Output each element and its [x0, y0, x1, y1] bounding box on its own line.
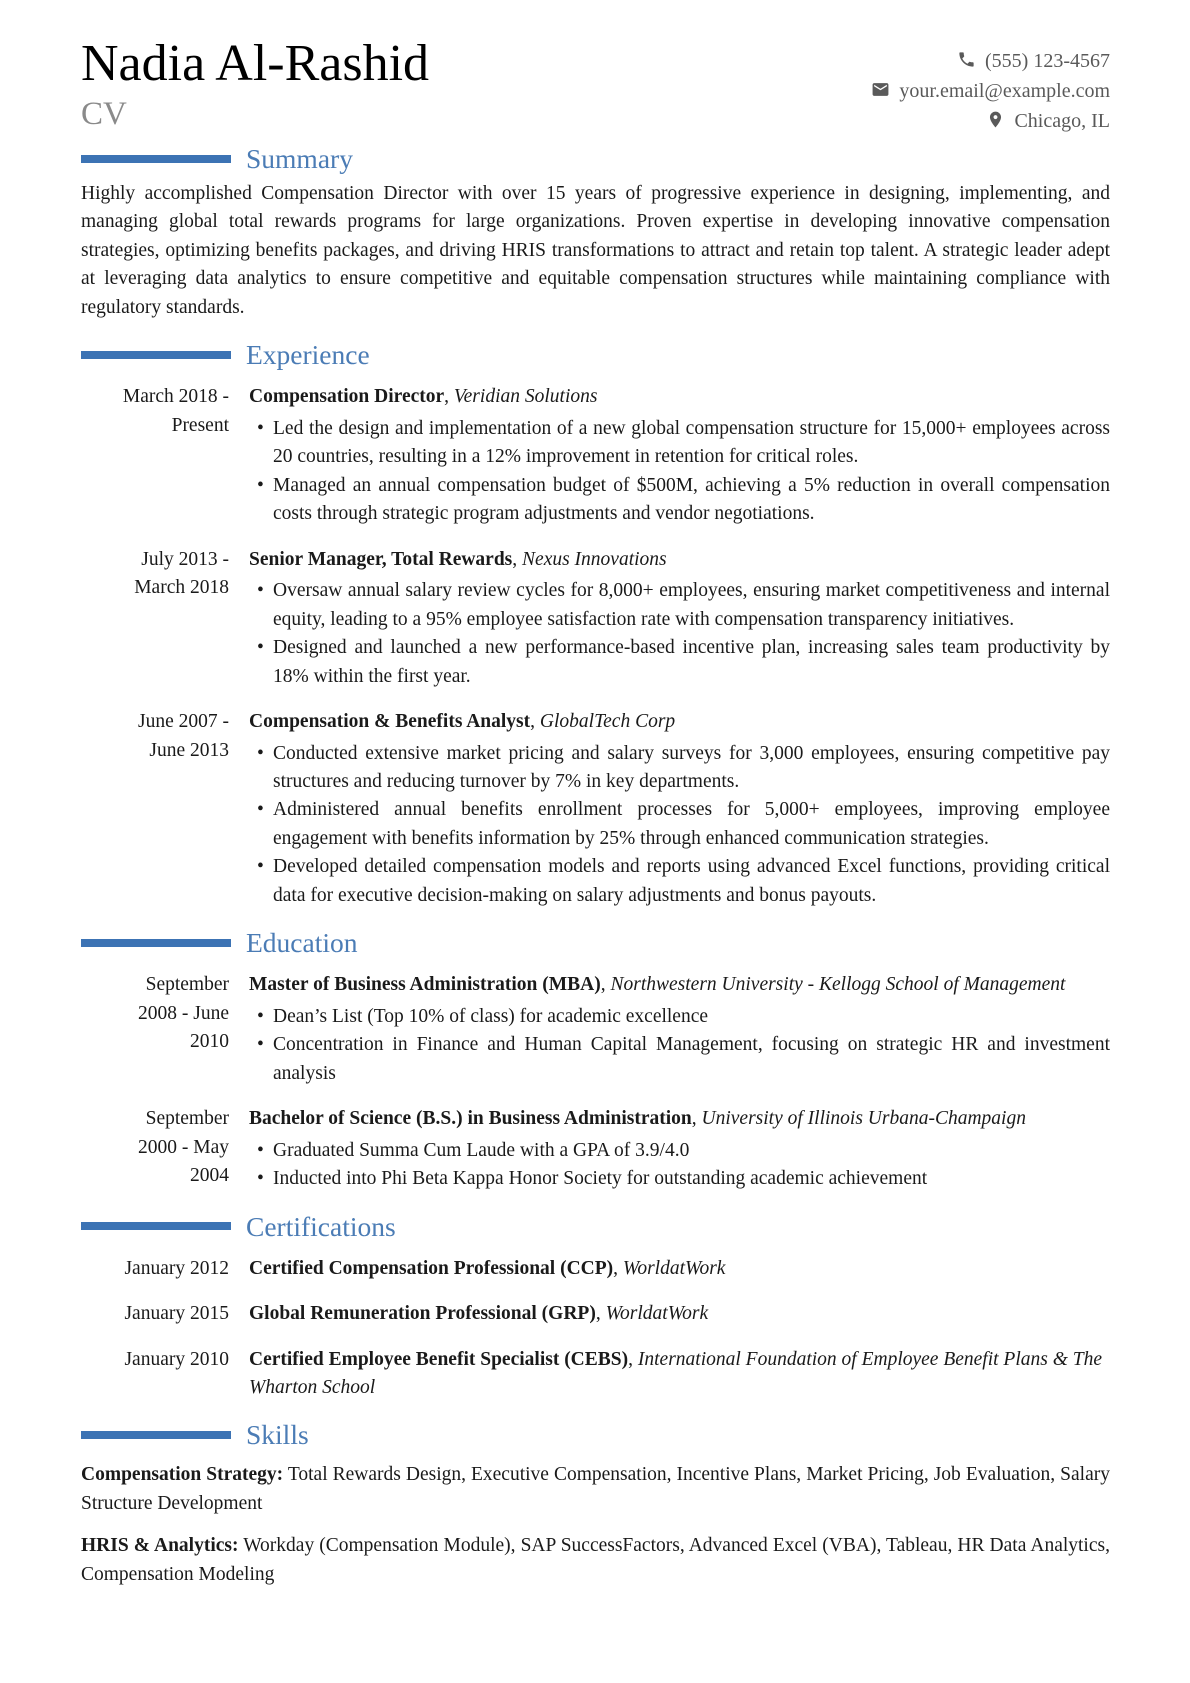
bullet-item: • Conducted extensive market pricing and salary surveys for 3,000 employees, ensuring competitive pay structures and reducing turnover by 7% in key departments. — [249, 740, 1110, 797]
bullet-list — [249, 1137, 1110, 1194]
entry-content — [249, 1346, 1110, 1403]
bullet-item: • Designed and launched a new performance-based incentive plan, increasing sales team productivity by 18% within the first year. — [249, 634, 1110, 691]
certification-entry — [81, 1255, 1110, 1283]
bullet-list — [249, 1003, 1110, 1088]
issuer-name: International Foundation of Employee Benefit Plans & The Wharton School — [249, 1348, 1103, 1398]
education-entries — [81, 971, 1110, 1193]
experience-entries — [81, 383, 1110, 910]
job-title: Senior Manager, Total Rewards — [249, 548, 513, 570]
skill-category-label: Compensation Strategy: — [81, 1464, 284, 1486]
section-accent-bar — [81, 939, 231, 947]
section-accent-bar — [81, 351, 231, 359]
entry-date: September 2008 - June 2010 — [138, 974, 229, 1053]
summary-text: Highly accomplished Compensation Director with over 15 years of progressive experience in designing, implementing, and managing global total rewards programs for large organizations. Proven expertise in developing innovative compensation strategies, optimizing benefits packages, and driving HRIS transformations to attract and retain top talent. A strategic leader adept at leveraging data analytics to ensure competitive and equitable compensation structures while maintaining compliance with regulatory standards. — [81, 183, 1110, 318]
entry-content — [249, 546, 1110, 691]
bullet-item: • Concentration in Finance and Human Capital Management, focusing on strategic HR and investment analysis — [249, 1031, 1110, 1088]
degree-name: Bachelor of Science (B.S.) in Business Administration — [249, 1108, 692, 1130]
separator: , — [444, 386, 454, 408]
location-text: Chicago, IL — [1014, 110, 1110, 132]
bullet-item: • Administered annual benefits enrollment processes for 5,000+ employees, improving employee engagement with benefits information by 25% through enhanced communication strategies. — [249, 796, 1110, 853]
section-heading-education — [81, 926, 1110, 959]
entry-title — [249, 1105, 1110, 1133]
bullet-item: • Developed detailed compensation models and reports using advanced Excel functions, providing critical data for executive decision-making on salary adjustments and bonus payouts. — [249, 853, 1110, 910]
section-title-certifications: Certifications — [246, 1210, 396, 1242]
name-block — [81, 34, 429, 132]
cv-label: CV — [81, 95, 127, 132]
entry-content — [249, 971, 1110, 1088]
bullet-item: • Dean’s List (Top 10% of class) for academic excellence — [249, 1003, 1110, 1031]
entry-content — [249, 1300, 1110, 1328]
entry-date: September 2000 - May 2004 — [138, 1108, 229, 1187]
section-accent-bar — [81, 1222, 231, 1230]
entry-date: January 2012 — [124, 1257, 229, 1279]
experience-entry — [81, 708, 1110, 910]
bullet-item: • Led the design and implementation of a new global compensation structure for 15,000+ employees across 20 countries, resulting in a 12% improvement in retention for critical roles. — [249, 415, 1110, 472]
bullet-list — [249, 415, 1110, 529]
bullet-item: • Managed an annual compensation budget of $500M, achieving a 5% reduction in overall compensation costs through strategic program adjustments and vendor negotiations. — [249, 472, 1110, 529]
phone-icon — [957, 50, 976, 69]
issuer-name: WorldatWork — [622, 1257, 726, 1279]
school-name: Northwestern University - Kellogg School of Management — [610, 974, 1066, 996]
degree-name: Master of Business Administration (MBA) — [249, 974, 601, 996]
entry-content — [249, 1255, 1110, 1283]
entry-date: January 2015 — [124, 1303, 229, 1325]
section-title-experience: Experience — [246, 339, 370, 371]
separator: , — [691, 1108, 702, 1130]
section-heading-summary — [81, 142, 1110, 175]
entry-content — [249, 708, 1110, 910]
contact-email[interactable] — [871, 76, 1110, 106]
company-name: Nexus Innovations — [522, 548, 667, 570]
entry-title — [249, 708, 1110, 736]
skill-category-label: HRIS & Analytics: — [81, 1535, 239, 1557]
section-accent-bar — [81, 155, 231, 163]
entry-date: January 2010 — [124, 1348, 229, 1370]
certification-entry — [81, 1346, 1110, 1403]
contact-info — [871, 34, 1110, 136]
section-accent-bar — [81, 1431, 231, 1439]
section-title-education: Education — [246, 927, 358, 959]
certification-name: Certified Compensation Professional (CCP) — [249, 1257, 614, 1279]
entry-date: July 2013 - March 2018 — [134, 548, 229, 599]
separator: , — [613, 1257, 623, 1279]
contact-location — [871, 106, 1110, 136]
section-title-summary: Summary — [246, 143, 353, 174]
job-title: Compensation Director — [249, 386, 445, 408]
separator: , — [595, 1303, 606, 1325]
bullet-item: • Oversaw annual salary review cycles for 8,000+ employees, ensuring market competitiveness and internal equity, leading to a 95% employee satisfaction rate with compensation transparency initiatives. — [249, 577, 1110, 634]
skill-items: Workday (Compensation Module), SAP SuccessFactors, Advanced Excel (VBA), Tableau, HR Data Analytics, Compensation Modeling — [81, 1535, 1110, 1585]
company-name: GlobalTech Corp — [539, 711, 676, 733]
separator: , — [600, 974, 611, 996]
bullet-item: • Graduated Summa Cum Laude with a GPA of 3.9/4.0 — [249, 1137, 1110, 1165]
separator: , — [530, 711, 540, 733]
skill-items: Total Rewards Design, Executive Compensation, Incentive Plans, Market Pricing, Job Evaluation, Salary Structure Development — [81, 1464, 1110, 1514]
entry-date: June 2007 - June 2013 — [138, 711, 229, 761]
section-heading-certifications — [81, 1210, 1110, 1243]
entry-title — [249, 971, 1110, 999]
entry-title — [249, 546, 1110, 574]
bullet-item: • Inducted into Phi Beta Kappa Honor Society for outstanding academic achievement — [249, 1165, 1110, 1193]
certification-name: Global Remuneration Professional (GRP) — [249, 1303, 596, 1325]
header — [81, 34, 1110, 136]
school-name: University of Illinois Urbana-Champaign — [701, 1108, 1026, 1130]
separator: , — [512, 548, 523, 570]
entry-title — [249, 1300, 1110, 1328]
bullet-list — [249, 740, 1110, 911]
contact-phone[interactable] — [871, 46, 1110, 76]
job-title: Compensation & Benefits Analyst — [249, 711, 531, 733]
entry-title — [249, 383, 1110, 411]
section-title-skills: Skills — [246, 1419, 309, 1451]
entry-content — [249, 1105, 1110, 1193]
entry-date: March 2018 - Present — [122, 386, 229, 436]
experience-entry — [81, 546, 1110, 691]
experience-entry — [81, 383, 1110, 528]
certification-entry — [81, 1300, 1110, 1328]
bullet-list — [249, 577, 1110, 691]
email-address: your.email@example.com — [899, 80, 1110, 102]
skill-line — [81, 1532, 1110, 1589]
envelope-icon — [871, 80, 890, 99]
certification-entries — [81, 1255, 1110, 1403]
certification-name: Certified Employee Benefit Specialist (CEBS) — [249, 1348, 629, 1370]
separator: , — [628, 1348, 638, 1370]
section-heading-experience — [81, 338, 1110, 371]
location-icon — [986, 110, 1005, 129]
section-heading-skills — [81, 1418, 1110, 1451]
phone-number: (555) 123-4567 — [985, 50, 1110, 72]
company-name: Veridian Solutions — [453, 386, 598, 408]
person-name: Nadia Al-Rashid — [81, 35, 430, 92]
issuer-name: WorldatWork — [605, 1303, 709, 1325]
education-entry — [81, 1105, 1110, 1193]
entry-title — [249, 1255, 1110, 1283]
entry-content — [249, 383, 1110, 528]
skill-line — [81, 1461, 1110, 1518]
education-entry — [81, 971, 1110, 1088]
entry-title — [249, 1346, 1110, 1403]
